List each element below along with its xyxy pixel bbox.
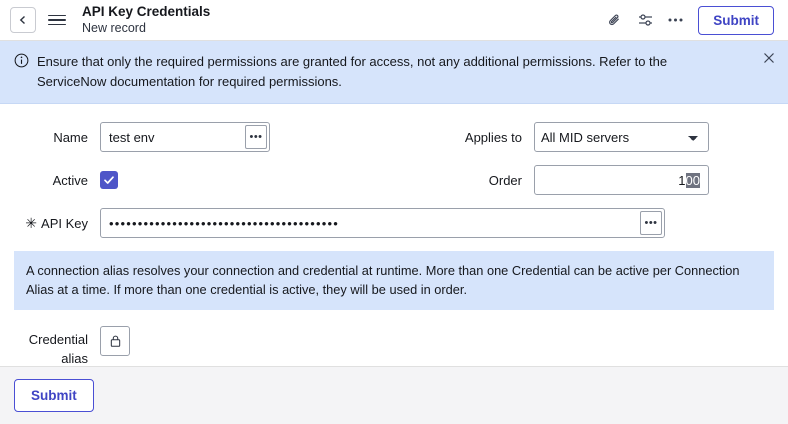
reference-lookup-icon[interactable]: ••• — [640, 211, 662, 235]
name-group — [14, 122, 414, 152]
credential-alias-lock-button[interactable] — [100, 326, 130, 356]
paperclip-icon[interactable] — [602, 7, 628, 33]
api-key-label — [14, 215, 100, 232]
applies-to-group — [414, 122, 709, 152]
permissions-info-banner — [0, 41, 788, 104]
api-key-label-text: API Key — [41, 215, 88, 231]
name-field[interactable] — [100, 122, 270, 152]
info-icon — [14, 53, 29, 71]
form-row-name-applies — [14, 122, 774, 152]
name-label: Name — [53, 129, 88, 145]
api-key-field[interactable] — [100, 208, 665, 238]
banner-message: Ensure that only the required permissions are granted for access, not any additional permissions. Refer to the ServiceNow documentation for required permissions. — [37, 54, 668, 89]
order-group — [414, 165, 709, 195]
close-icon[interactable] — [760, 49, 778, 67]
credential-alias-label-line1: Credential — [28, 332, 88, 348]
applies-to-select[interactable] — [534, 122, 709, 152]
active-group — [14, 171, 414, 189]
api-key-masked-value: •••••••••••••••••••••••••••••••••••••••• — [109, 215, 340, 231]
name-input[interactable] — [109, 123, 243, 151]
required-marker: ✳ — [25, 214, 38, 231]
chevron-left-icon — [18, 15, 28, 25]
order-value-unselected: 1 — [678, 172, 686, 188]
page-header — [0, 0, 788, 41]
ellipsis-icon[interactable] — [662, 7, 688, 33]
form-row-active-order — [14, 165, 774, 195]
page-subtitle: New record — [82, 20, 146, 35]
page-footer — [0, 366, 788, 424]
order-field[interactable] — [534, 165, 709, 195]
credential-alias-row — [14, 326, 774, 369]
submit-button-footer[interactable]: Submit — [14, 379, 94, 412]
connection-alias-note: A connection alias resolves your connection and credential at runtime. More than one Credential can be active per Connection Alias at a time. If more than one credential is active, they will be used in order. — [14, 251, 774, 310]
lock-icon — [109, 334, 122, 348]
checkmark-icon — [103, 174, 115, 186]
page-title-block — [82, 4, 210, 37]
submit-button-header[interactable]: Submit — [698, 6, 774, 35]
sliders-icon[interactable] — [632, 7, 658, 33]
order-label: Order — [488, 172, 522, 188]
back-button[interactable] — [10, 7, 36, 33]
credential-alias-label — [14, 326, 100, 369]
credential-alias-label-line2: alias — [61, 351, 88, 367]
form-area — [0, 104, 788, 238]
order-value-selected: 00 — [685, 172, 700, 188]
page-title: API Key Credentials — [82, 3, 211, 19]
hamburger-icon[interactable] — [48, 11, 66, 29]
reference-lookup-icon[interactable]: ••• — [245, 125, 267, 149]
active-checkbox[interactable] — [100, 171, 118, 189]
applies-to-label: Applies to — [464, 129, 522, 145]
active-label: Active — [52, 172, 88, 188]
form-row-api-key — [14, 208, 774, 238]
